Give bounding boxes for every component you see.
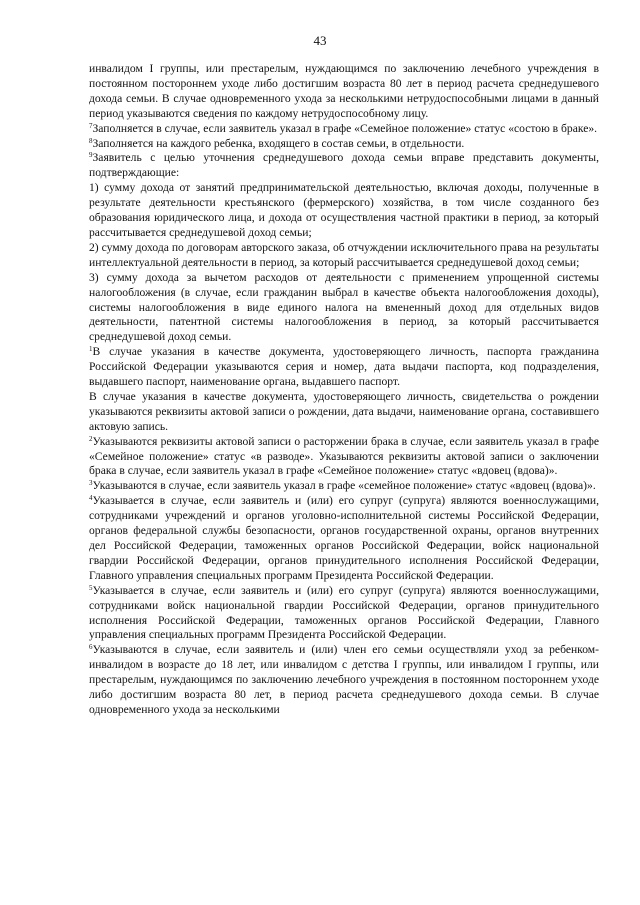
footnotes-body xyxy=(89,62,599,718)
footnote-mark: 3 xyxy=(89,479,93,488)
paragraph-text: Заполняется в случае, если заявитель указал в графе «Семейное положение» статус «состою в браке». xyxy=(92,121,598,135)
footnote-8 xyxy=(89,137,599,152)
footnote-mark: 8 xyxy=(89,136,93,145)
paragraph-text: 3) сумму дохода за вычетом расходов от деятельности с применением упрощенной системы налогообложения (в случае, если гражданин выбрал в качестве объекта налогообложения доходы), системы налогообложения в виде единого налога на вмененный доход для отдельных видов деятельности, патентной системы налогообложения в период, за который рассчитывается среднедушевой доход семьи. xyxy=(89,270,599,344)
page-number: 43 xyxy=(313,33,327,48)
footnote-mark: 4 xyxy=(89,494,93,503)
footnote-2 xyxy=(89,435,599,480)
paragraph xyxy=(89,62,599,122)
footnote-6 xyxy=(89,643,599,718)
footnote-9 xyxy=(89,151,599,181)
paragraph xyxy=(89,241,599,271)
paragraph-text: 2) сумму дохода по договорам авторского заказа, об отчуждении исключительного права на результаты интеллектуальной деятельности в период, за который рассчитывается среднедушевой доход семьи; xyxy=(89,240,599,269)
paragraph-text: Указываются в случае, если заявитель и (или) член его семьи осуществляли уход за ребенком-инвалидом в возрасте до 18 лет, или инвалидом с детства I группы, или инвалидом I группы, или престарелым, нуждающимся по заключению лечебного учреждения в постоянном постороннем уходе либо достигшим возраста 80 лет, в период расчета среднедушевого дохода семьи. В случае одновременного ухода за несколькими xyxy=(89,643,599,716)
paragraph-text: Указывается в случае, если заявитель и (или) его супруг (супруга) являются военнослужащими, сотрудниками войск национальной гвардии Российской Федерации, органов принудительного исполнения Российской Федерации, таможенных органов Российской Федерации, Главного управления специальных программ Президента Российской Федерации. xyxy=(89,583,599,642)
footnote-mark: 6 xyxy=(89,643,93,652)
paragraph-text: В случае указания в качестве документа, удостоверяющего личность, свидетельства о рождении указываются реквизиты актовой записи о рождении, дата выдачи, наименование органа, составившего актовую запись. xyxy=(89,389,599,433)
footnote-7 xyxy=(89,122,599,137)
paragraph-text: Заявитель с целью уточнения среднедушевого дохода семьи вправе представить документы, подтверждающие: xyxy=(89,151,599,180)
footnote-mark: 2 xyxy=(89,434,93,443)
footnote-mark: 9 xyxy=(89,151,93,160)
paragraph xyxy=(89,390,599,435)
footnote-1 xyxy=(89,345,599,390)
footnote-3 xyxy=(89,479,599,494)
footnote-4 xyxy=(89,494,599,583)
footnote-mark: 1 xyxy=(89,345,93,354)
footnote-mark: 7 xyxy=(89,121,93,130)
footnote-mark: 5 xyxy=(89,583,93,592)
paragraph-text: Указывается в случае, если заявитель и (или) его супруг (супруга) являются военнослужащими, сотрудниками учреждений и органов уголовно-исполнительной системы Российской Федерации, органов федеральной службы безопасности, органов государственной охраны, органов внутренних дел Российской Федерации, таможенных органов Российской Федерации, войск национальной гвардии Российской Федерации, органов принудительного исполнения Российской Федерации, Главного управления специальных программ Президента Российской Федерации. xyxy=(89,494,599,582)
paragraph-text: Указываются в случае, если заявитель указал в графе «семейное положение» статус «вдовец (вдова)». xyxy=(92,479,596,493)
paragraph-text: В случае указания в качестве документа, удостоверяющего личность, паспорта гражданина Российской Федерации указываются серия и номер, дата выдачи паспорта, код подразделения, выдавшего паспорт, наименование органа, выдавшего паспорт. xyxy=(89,345,599,389)
paragraph-text: инвалидом I группы, или престарелым, нуждающимся по заключению лечебного учреждения в постоянном постороннем уходе либо достигшим возраста 80 лет в период расчета среднедушевого дохода семьи. В случае одновременного ухода за несколькими нетрудоспособными лицами в данный период указываются сведения по каждому нетрудоспособному лицу. xyxy=(89,62,599,120)
paragraph-text: Заполняется на каждого ребенка, входящего в состав семьи, в отдельности. xyxy=(92,136,465,150)
footnote-5 xyxy=(89,584,599,644)
paragraph xyxy=(89,181,599,241)
paragraph xyxy=(89,271,599,346)
paragraph-text: 1) сумму дохода от занятий предпринимательской деятельностью, включая доходы, полученные в результате деятельности крестьянского (фермерского) хозяйства, в том числе созданного без образования юридического лица, и дохода от осуществления частной практики в период, за который рассчитывается среднедушевой доход семьи; xyxy=(89,181,599,239)
paragraph-text: Указываются реквизиты актовой записи о расторжении брака в случае, если заявитель указал в графе «Семейное положение» статус «в разводе». Указываются реквизиты актовой записи о заключении брака в случае, если заявитель указал в графе «Семейное положение» статус «вдовец (вдова)». xyxy=(89,434,599,478)
